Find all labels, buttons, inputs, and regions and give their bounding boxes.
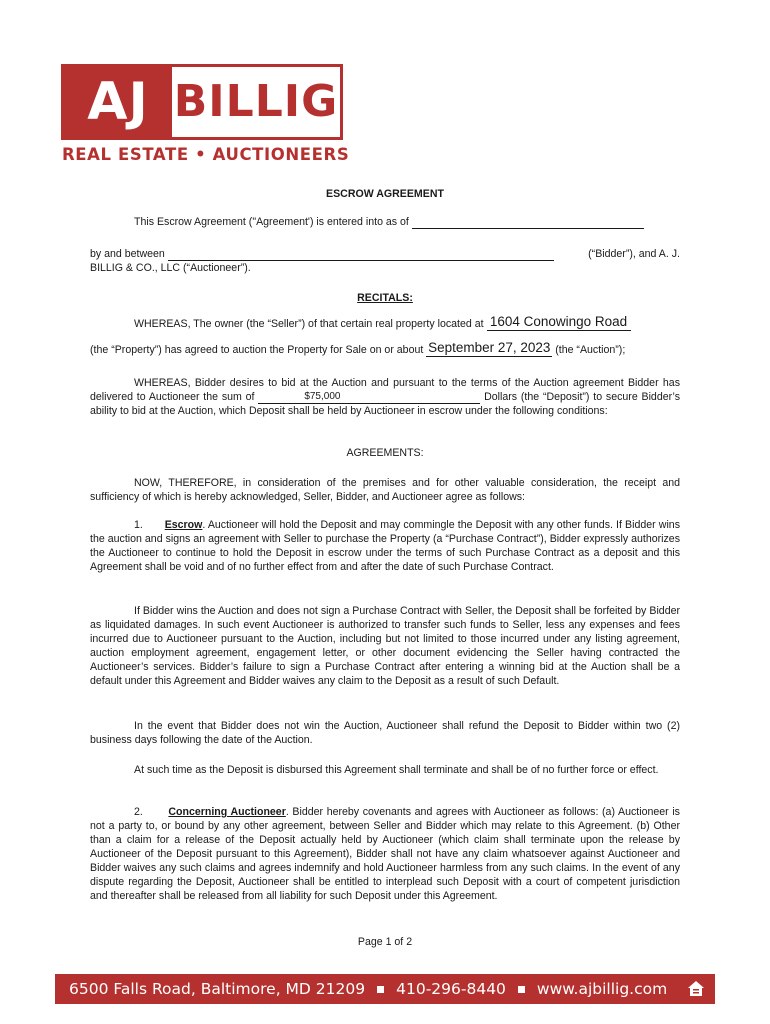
- recitals-heading: RECITALS:: [357, 292, 413, 304]
- section-concerning-auctioneer: [90, 805, 680, 903]
- whereas-property-line: [90, 314, 680, 331]
- page-number: Page 1 of 2: [357, 936, 413, 948]
- now-therefore-paragraph: NOW, THEREFORE, in consideration of the premises and for other valuable consideration, the receipt and sufficiency of which is hereby acknowledged, Seller, Bidder, and Auctioneer agree as follows:: [90, 477, 680, 503]
- section-2-number: 2.: [134, 806, 143, 818]
- section-1-text: . Auctioneer will hold the Deposit and may commingle the Deposit with any other funds. If Bidder wins the auction and signs an agreement with Seller to purchase the Property (a “Purchase Contract”), Bidder expressly authorizes the Auctioneer to continue to hold the Deposit in escrow under the terms of such Purchase Contract as a deposit and this Agreement shall be void and of no further effect from and after the date of such Purchase Contract.: [90, 519, 680, 573]
- section-2-text: . Bidder hereby covenants and agrees with Auctioneer as follows: (a) Auctioneer is not a party to, or bound by any other agreement, between Seller and Bidder which may relate to this Agreement. (b) Other than a claim for a release of the Deposit actually held by Auctioneer (which claim shall terminate upon the release by Auctioneer of the Deposit pursuant to this Agreement), Bidder shall not have any claim whatsoever against Auctioneer and Bidder waives any such claims and agrees indemnify and hold Auctioneer harmless from any such claims. In the event of any dispute regarding the Deposit, Auctioneer shall be entitled to interplead such Deposit with a court of competent jurisdiction and thereafter shall be released from all liability for such Deposit under this Agreement.: [90, 806, 680, 902]
- terminate-paragraph: At such time as the Deposit is disbursed this Agreement shall terminate and shall be of no further force or effect.: [134, 764, 659, 776]
- auction-suffix-text: (the “Auction”);: [555, 344, 626, 356]
- whereas-property-text: WHEREAS, The owner (the “Seller”) of that certain real property located at: [134, 318, 484, 330]
- intro-text: This Escrow Agreement ("Agreement') is entered into as of: [134, 216, 409, 228]
- logo-billig: BILLIG: [173, 76, 339, 127]
- property-line-text: (the “Property”) has agreed to auction the Property for Sale on or about: [90, 344, 424, 356]
- document-title: ESCROW AGREEMENT: [326, 188, 444, 200]
- equal-housing-icon: [687, 980, 705, 998]
- whereas-deposit-paragraph: [90, 376, 680, 418]
- agreements-heading: AGREEMENTS:: [346, 447, 424, 459]
- separator-square-icon: [518, 986, 525, 993]
- company-logo: [61, 64, 343, 140]
- bidder-name-field[interactable]: [168, 249, 554, 261]
- by-between-text: by and between: [90, 248, 165, 260]
- property-address-field[interactable]: 1604 Conowingo Road: [487, 314, 631, 331]
- whereas-deposit-text-b: Dollars (the “Deposit”) to secure Bidder’s ability to bid at the Auction, which Deposit shall be held by Auctioneer in escrow under the following conditions:: [90, 391, 680, 417]
- section-2-heading: Concerning Auctioneer: [168, 806, 286, 818]
- whereas-deposit-text-a: WHEREAS, Bidder desires to bid at the Auction and pursuant to the terms of the Auction agreement Bidder has delivered to Auctioneer the sum of: [90, 377, 680, 403]
- auction-date-field[interactable]: September 27, 2023: [428, 340, 551, 355]
- bidder-suffix-text: (“Bidder”), and A. J.: [588, 248, 680, 260]
- footer-address: 6500 Falls Road, Baltimore, MD 21209: [69, 980, 366, 998]
- logo-tagline: REAL ESTATE • AUCTIONEERS: [62, 145, 350, 164]
- auction-date-line: [90, 340, 680, 357]
- separator-square-icon: [377, 986, 384, 993]
- footer-website[interactable]: www.ajbillig.com: [536, 980, 668, 998]
- logo-aj: AJ: [64, 67, 172, 137]
- footer-phone: 410-296-8440: [396, 980, 506, 998]
- parties-paragraph: [90, 247, 680, 275]
- section-1-heading: Escrow: [164, 519, 203, 531]
- section-1-number: 1.: [134, 519, 143, 531]
- agreement-date-field[interactable]: [412, 217, 644, 229]
- section-escrow: [90, 518, 680, 574]
- footer-contact-bar: [55, 974, 715, 1004]
- intro-paragraph: [90, 215, 680, 229]
- refund-paragraph: In the event that Bidder does not win the Auction, Auctioneer shall refund the Deposit to Bidder within two (2) business days following the date of the Auction.: [90, 720, 680, 746]
- auctioneer-text: BILLIG & CO., LLC (“Auctioneer”).: [90, 262, 251, 274]
- forfeit-paragraph: If Bidder wins the Auction and does not sign a Purchase Contract with Seller, the Deposit shall be forfeited by Bidder as liquidated damages. In such event Auctioneer is authorized to transfer such funds to Seller, less any expenses and fees incurred due to Auctioneer pursuant to the Auction, including but not limited to those incurred under any listing agreement, auction employment agreement, engagement letter, or other document evidencing the Seller having contracted the Auctioneer’s services. Bidder’s failure to sign a Purchase Contract after entering a winning bid at the Auction shall be a default under this Agreement and Bidder waives any claim to the Deposit as a result of such Default.: [90, 605, 680, 687]
- deposit-amount-field[interactable]: $75,000: [258, 391, 480, 404]
